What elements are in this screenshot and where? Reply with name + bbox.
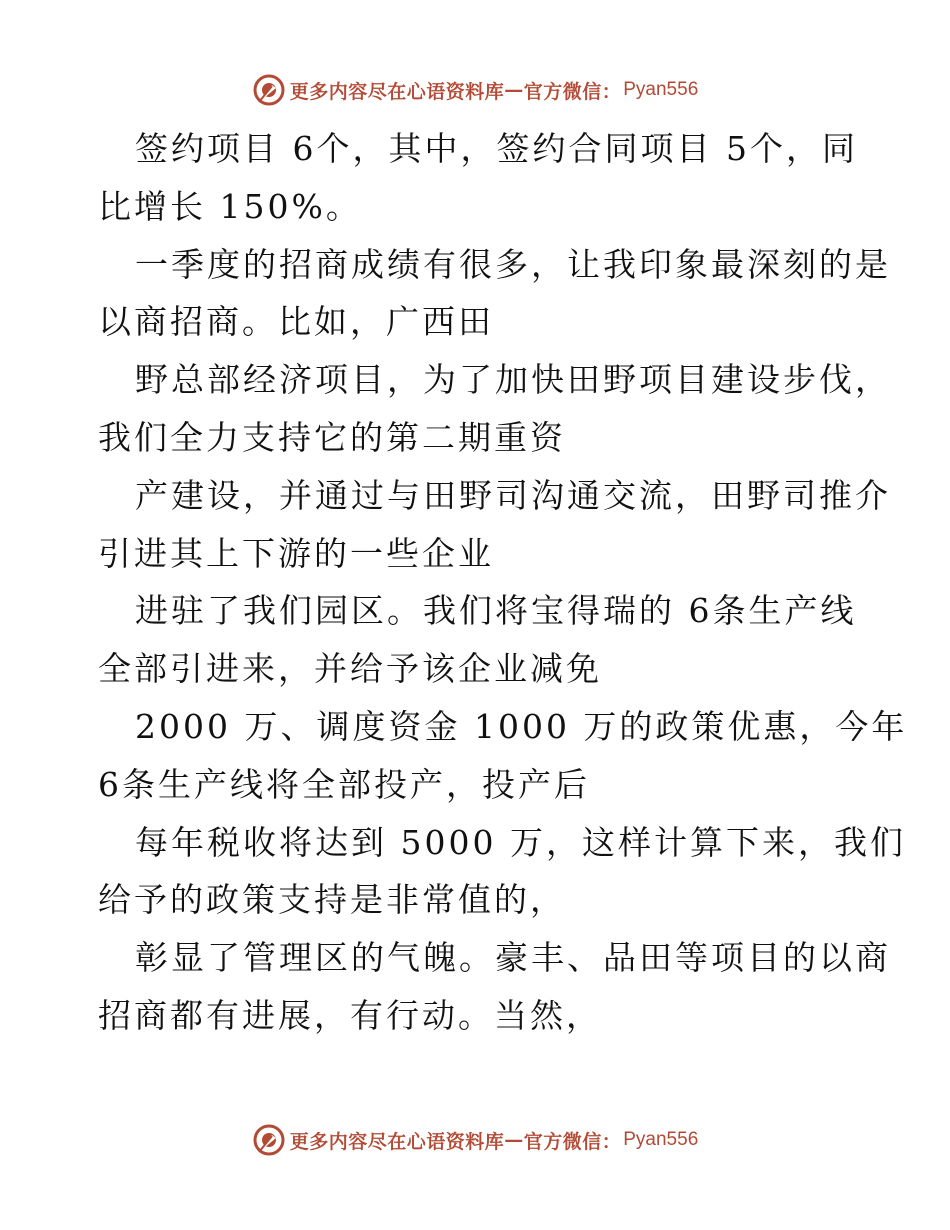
footer-wechat-id: Pyan556 <box>623 1129 699 1150</box>
body-line: 签约项目 6个，其中，签约合同项目 5个，同 <box>135 129 858 168</box>
footer-title: 更多内容尽在心语资料库 <box>289 1130 505 1153</box>
footer-separator: — <box>504 1129 524 1151</box>
footer-banner <box>0 1120 950 1160</box>
body-line: 我们全力支持它的第二期重资 <box>98 417 566 457</box>
header-separator: — <box>504 79 524 101</box>
body-line: 2000 万、调度资金 1000 万的政策优惠，今年 <box>135 706 908 746</box>
body-line: 每年税收将达到 5000 万，这样计算下来，我们 <box>135 822 906 862</box>
body-line: 比增长 150%。 <box>98 186 362 226</box>
body-line: 以商招商。比如，广西田 <box>98 302 494 342</box>
body-line: 彰显了管理区的气魄。豪丰、品田等项目的以商 <box>135 938 891 978</box>
header-title: 更多内容尽在心语资料库 <box>289 80 505 103</box>
footer-label: 官方微信： <box>523 1130 622 1153</box>
body-line: 招商都有进展，有行动。当然， <box>98 995 602 1035</box>
pen-logo-icon <box>252 1123 286 1157</box>
header-wechat-id: Pyan556 <box>623 79 699 100</box>
pen-logo-icon <box>252 73 286 107</box>
document-body <box>98 120 908 1045</box>
body-line: 6条生产线将全部投产，投产后 <box>98 764 590 804</box>
body-line: 进驻了我们园区。我们将宝得瑞的 6条生产线 <box>135 591 857 631</box>
header-banner <box>0 70 950 110</box>
header-label: 官方微信： <box>523 80 622 103</box>
body-line: 引进其上下游的一些企业 <box>98 533 494 573</box>
body-line: 产建设，并通过与田野司沟通交流，田野司推介 <box>135 475 891 515</box>
body-line: 野总部经济项目，为了加快田野项目建设步伐， <box>135 360 891 400</box>
body-line: 给予的政策支持是非常值的， <box>98 880 566 920</box>
body-line: 全部引进来，并给予该企业减免 <box>98 649 602 689</box>
body-line: 一季度的招商成绩有很多，让我印象最深刻的是 <box>135 244 891 284</box>
